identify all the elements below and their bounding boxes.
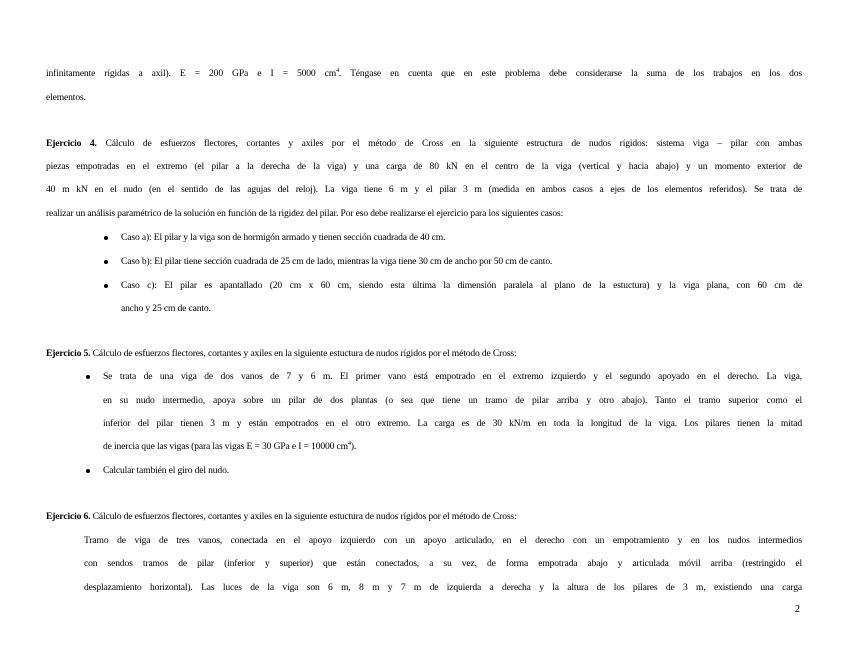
bullet-icon bbox=[86, 375, 90, 379]
bullet-icon bbox=[104, 236, 108, 240]
ej6-para-line-3: desplazamiento horizontal). Las luces de la viga son 6 m, 8 m y 7 m de izquierda a derecha y la altura de los pilares de 3 m, existiendo una carga bbox=[84, 582, 802, 593]
ej4-line-3: 40 m kN en el nudo (en el sentido de las agujas del reloj). La viga tiene 6 m y el pilar 3 m (medida en ambos casos a ejes de los elementos referidos). Se trata de bbox=[46, 184, 802, 195]
ej6-para-line-1: Tramo de viga de tres vanos, conectada en el apoyo izquierdo con un apoyo articulado, en el derecho con un empotramiento y en los nudos intermedios bbox=[84, 535, 802, 546]
ej4-line-2: piezas empotradas en el extremo (el pilar a la derecha de la viga) y una carga de 80 kN en el centro de la viga (vertical y hacia abajo) y un momento exterior de bbox=[46, 161, 802, 172]
bullet-icon bbox=[86, 469, 90, 473]
ej5-bullet2: Calcular también el giro del nudo. bbox=[103, 465, 229, 476]
ej4-case-c: Caso c): El pilar es apantallado (20 cm x 60 cm, siendo esta última la dimensión paralela al plano de la estuctura) y la viga plana, con 60 cm de bbox=[121, 280, 802, 291]
ej5-line-1: Ejercicio 5. Cálculo de esfuerzos flectores, cortantes y axiles en la siguiente estuctura de nudos rígidos por el método de Cross: bbox=[46, 348, 517, 359]
ej6-title: Ejercicio 6. bbox=[46, 511, 91, 522]
ej4-case-c-cont: ancho y 25 cm de canto. bbox=[121, 303, 211, 314]
ej5-bullet1-line-4: de inercia que las vigas (para las vigas E = 30 GPa e I = 10000 $cm^4$). bbox=[103, 441, 357, 452]
intro-line-2: elementos. bbox=[46, 92, 86, 103]
ej6-line-1: Ejercicio 6. Cálculo de esfuerzos flectores, cortantes y axiles en la siguiente estuctura de nudos rígidos por el método de Cross: bbox=[46, 511, 517, 522]
page-number: 2 bbox=[795, 604, 800, 615]
ej6-para-line-2: con sendos tramos de pilar (inferior y superior) que están conectados, a su vez, de forma empotrada abajo y articulada móvil arriba (restringido el bbox=[84, 558, 802, 569]
ej4-line-4: realizar un análisis paramétrico de la solución en función de la rigidez del pilar. Por eso debe realizarse el ejercicio para los siguientes casos: bbox=[46, 208, 564, 219]
ej5-bullet1-line-1: Se trata de una viga de dos vanos de 7 y 6 m. El primer vano está empotrado en el extremo izquierdo y el segundo apoyado en el derecho. La viga, bbox=[103, 371, 802, 382]
ej4-case-b: Caso b): El pilar tiene sección cuadrada de 25 cm de lado, mientras la viga tiene 30 cm de ancho por 50 cm de canto. bbox=[121, 256, 553, 267]
ej5-bullet1-line-3: inferior del pilar tienen 3 m y están empotrados en el otro extremo. La carga es de 30 kN/m en toda la longitud de la viga. Los pilares tienen la mitad bbox=[103, 418, 802, 429]
bullet-icon bbox=[104, 284, 108, 288]
bullet-icon bbox=[104, 260, 108, 264]
intro-line-1: infinitamente rígidas a axil). E = 200 GPa e I = 5000 $cm^4$. Téngase en cuenta que en este problema debe considerarse la suma de los trabajos en los dos bbox=[46, 68, 802, 79]
ej4-line-1: Ejercicio 4. Cálculo de esfuerzos flectores, cortantes y axiles por el método de Cross en la siguiente estructura de nudos rígidos: sistema viga – pilar con ambas bbox=[46, 138, 802, 149]
ej5-bullet1-line-2: en su nudo intermedio, apoya sobre un pilar de dos plantas (o sea que tiene un tramo de pilar arriba y otro abajo). Tanto el tramo superior como el bbox=[103, 395, 802, 406]
ej4-title: Ejercicio 4. bbox=[46, 138, 97, 149]
ej5-title: Ejercicio 5. bbox=[46, 348, 91, 359]
ej4-case-a: Caso a): El pilar y la viga son de hormigón armado y tienen sección cuadrada de 40 cm. bbox=[121, 232, 446, 243]
